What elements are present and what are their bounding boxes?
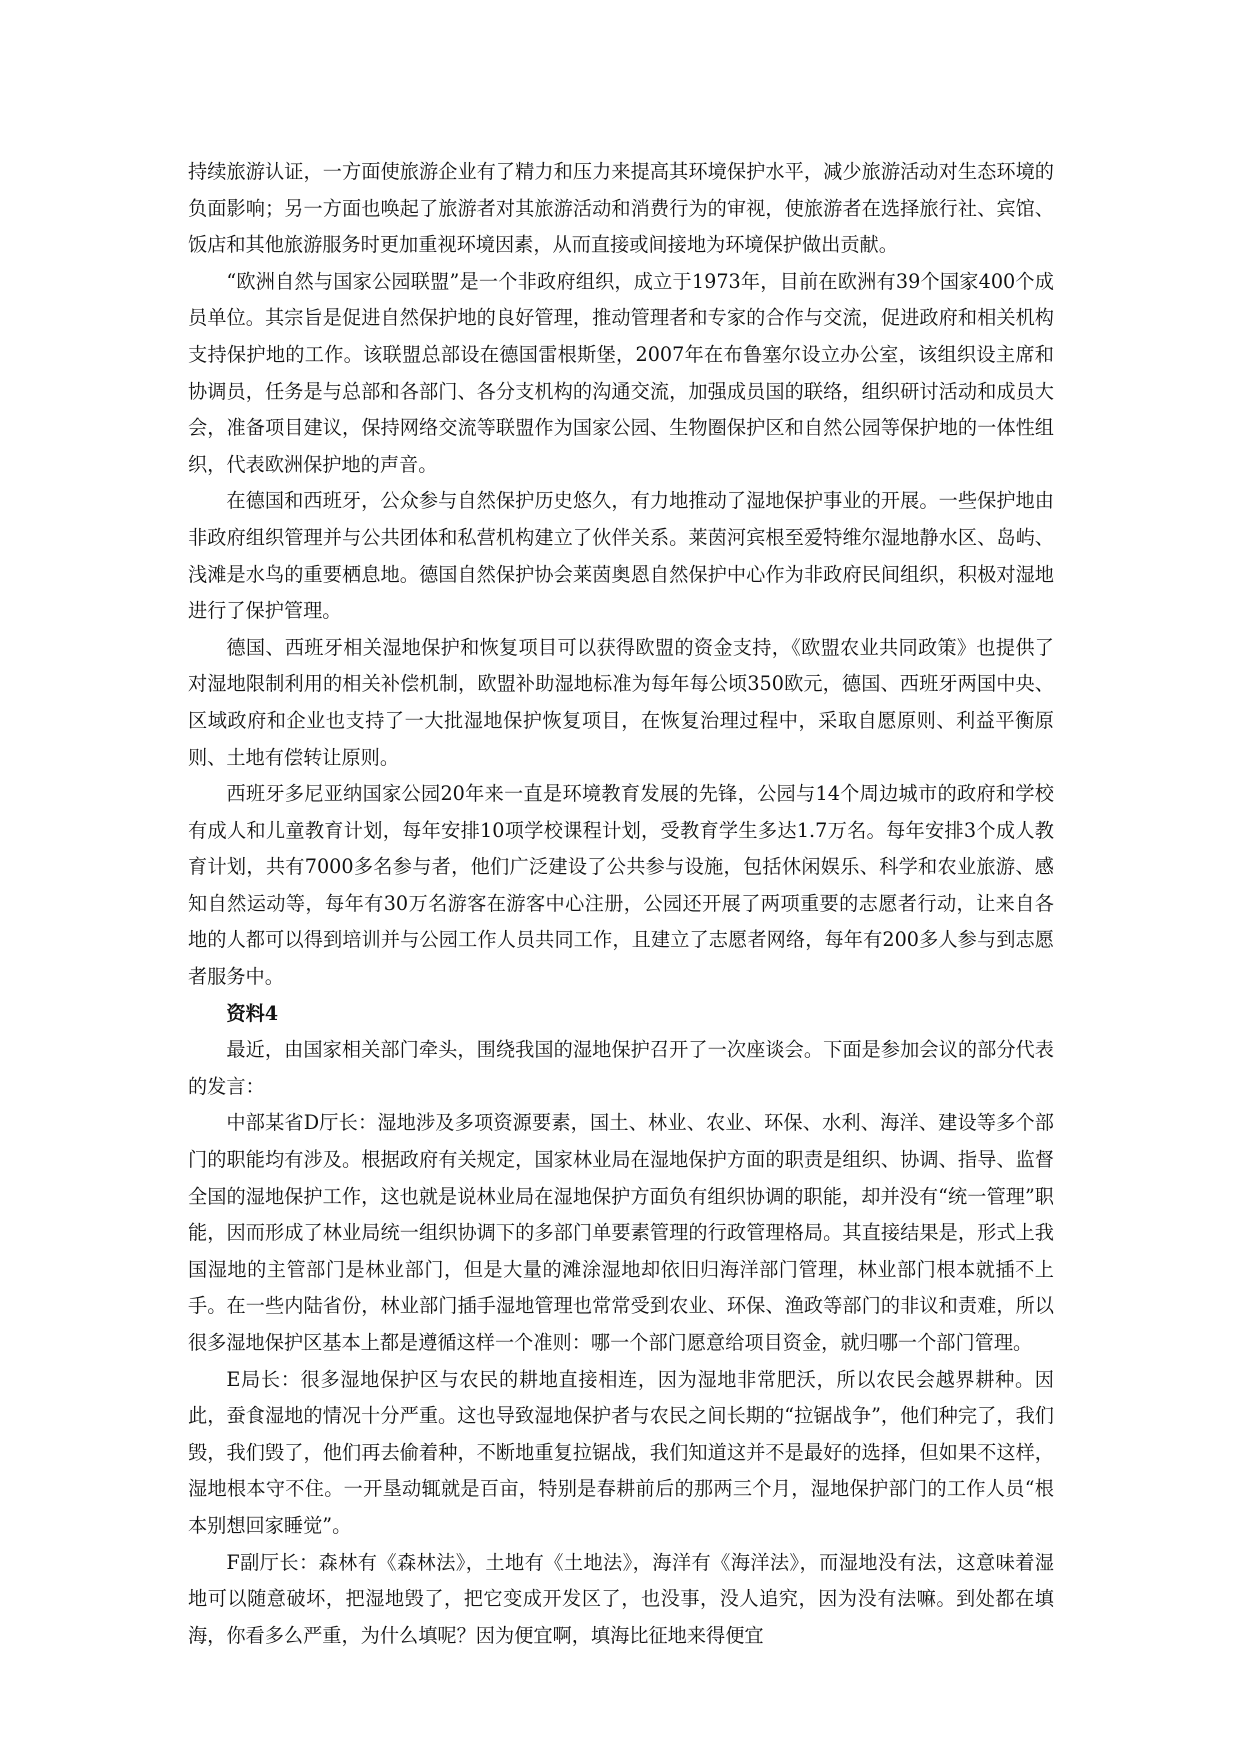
paragraph-europarc-federation: “欧洲自然与国家公园联盟”是一个非政府组织，成立于1973年，目前在欧洲有39个国家400个成员单位。其宗旨是促进自然保护地的良好管理，推动管理者和专家的合作与交流，促进政府和相关机构支持保护地的工作。该联盟总部设在德国雷根斯堡，2007年在布鲁塞尔设立办公室，该组织设主席和协调员，任务是与总部和各部门、各分支机构的沟通交流，加强成员国的联络，组织研讨活动和成员大会，准备项目建议，保持网络交流等联盟作为国家公园、生物圈保护区和自然公园等保护地的一体性组织，代表欧洲保护地的声音。 xyxy=(188,269,1054,476)
paragraph-eu-funding: 德国、西班牙相关湿地保护和恢复项目可以获得欧盟的资金支持，《欧盟农业共同政策》也提供了对湿地限制利用的相关补偿机制，欧盟补助湿地标准为每年每公顷350欧元，德国、西班牙两国中央、区域政府和企业也支持了一大批湿地保护恢复项目，在恢复治理过程中，采取自愿原则、利益平衡原则、土地有偿转让原则。 xyxy=(188,635,1054,769)
paragraph-speaker-d: 中部某省D厅长：湿地涉及多项资源要素，国土、林业、农业、环保、水利、海洋、建设等多个部门的职能均有涉及。根据政府有关规定，国家林业局在湿地保护方面的职责是组织、协调、指导、监督全国的湿地保护工作，这也就是说林业局在湿地保护方面负有组织协调的职能，却并没有“统一管理”职能，因而形成了林业局统一组织协调下的多部门单要素管理的行政管理格局。其直接结果是，形式上我国湿地的主管部门是林业部门，但是大量的滩涂湿地却依旧归海洋部门管理，林业部门根本就插不上手。在一些内陆省份，林业部门插手湿地管理也常常受到农业、环保、渔政等部门的非议和责难，所以很多湿地保护区基本上都是遵循这样一个准则：哪一个部门愿意给项目资金，就归哪一个部门管理。 xyxy=(188,1111,1054,1354)
paragraph-symposium-intro: 最近，由国家相关部门牵头，围绕我国的湿地保护召开了一次座谈会。下面是参加会议的部分代表的发言： xyxy=(188,1038,1054,1098)
section-heading-material-4: 资料4 xyxy=(226,1001,279,1025)
paragraph-speaker-f: F副厅长：森林有《森林法》，土地有《土地法》，海洋有《海洋法》，而湿地没有法，这意味着湿地可以随意破坏，把湿地毁了，把它变成开发区了，也没事，没人追究，因为没有法嘛。到处都在填海，你看多么严重，为什么填呢？因为便宜啊，填海比征地来得便宜 xyxy=(188,1550,1054,1647)
document-body xyxy=(188,154,1054,1654)
paragraph-public-participation: 在德国和西班牙，公众参与自然保护历史悠久，有力地推动了湿地保护事业的开展。一些保护地由非政府组织管理并与公共团体和私营机构建立了伙伴关系。莱茵河宾根至爱特维尔湿地静水区、岛屿、浅滩是水鸟的重要栖息地。德国自然保护协会莱茵奥恩自然保护中心作为非政府民间组织，积极对湿地进行了保护管理。 xyxy=(188,489,1054,623)
paragraph-certification: 持续旅游认证，一方面使旅游企业有了精力和压力来提高其环境保护水平，减少旅游活动对生态环境的负面影响；另一方面也唤起了旅游者对其旅游活动和消费行为的审视，使旅游者在选择旅行社、宾馆、饭店和其他旅游服务时更加重视环境因素，从而直接或间接地为环境保护做出贡献。 xyxy=(188,160,1054,257)
paragraph-speaker-e: E局长：很多湿地保护区与农民的耕地直接相连，因为湿地非常肥沃，所以农民会越界耕种。因此，蚕食湿地的情况十分严重。这也导致湿地保护者与农民之间长期的“拉锯战争”，他们种完了，我们毁，我们毁了，他们再去偷着种，不断地重复拉锯战，我们知道这并不是最好的选择，但如果不这样，湿地根本守不住。一开垦动辄就是百亩，特别是春耕前后的那两三个月，湿地保护部门的工作人员“根本别想回家睡觉”。 xyxy=(188,1367,1054,1537)
paragraph-donana-park: 西班牙多尼亚纳国家公园20年来一直是环境教育发展的先锋，公园与14个周边城市的政府和学校有成人和儿童教育计划，每年安排10项学校课程计划，受教育学生多达1.7万名。每年安排3个成人教育计划，共有7000多名参与者，他们广泛建设了公共参与设施，包括休闲娱乐、科学和农业旅游、感知自然运动等，每年有30万名游客在游客中心注册，公园还开展了两项重要的志愿者行动，让来自各地的人都可以得到培训并与公园工作人员共同工作，且建立了志愿者网络，每年有200多人参与到志愿者服务中。 xyxy=(188,782,1054,989)
